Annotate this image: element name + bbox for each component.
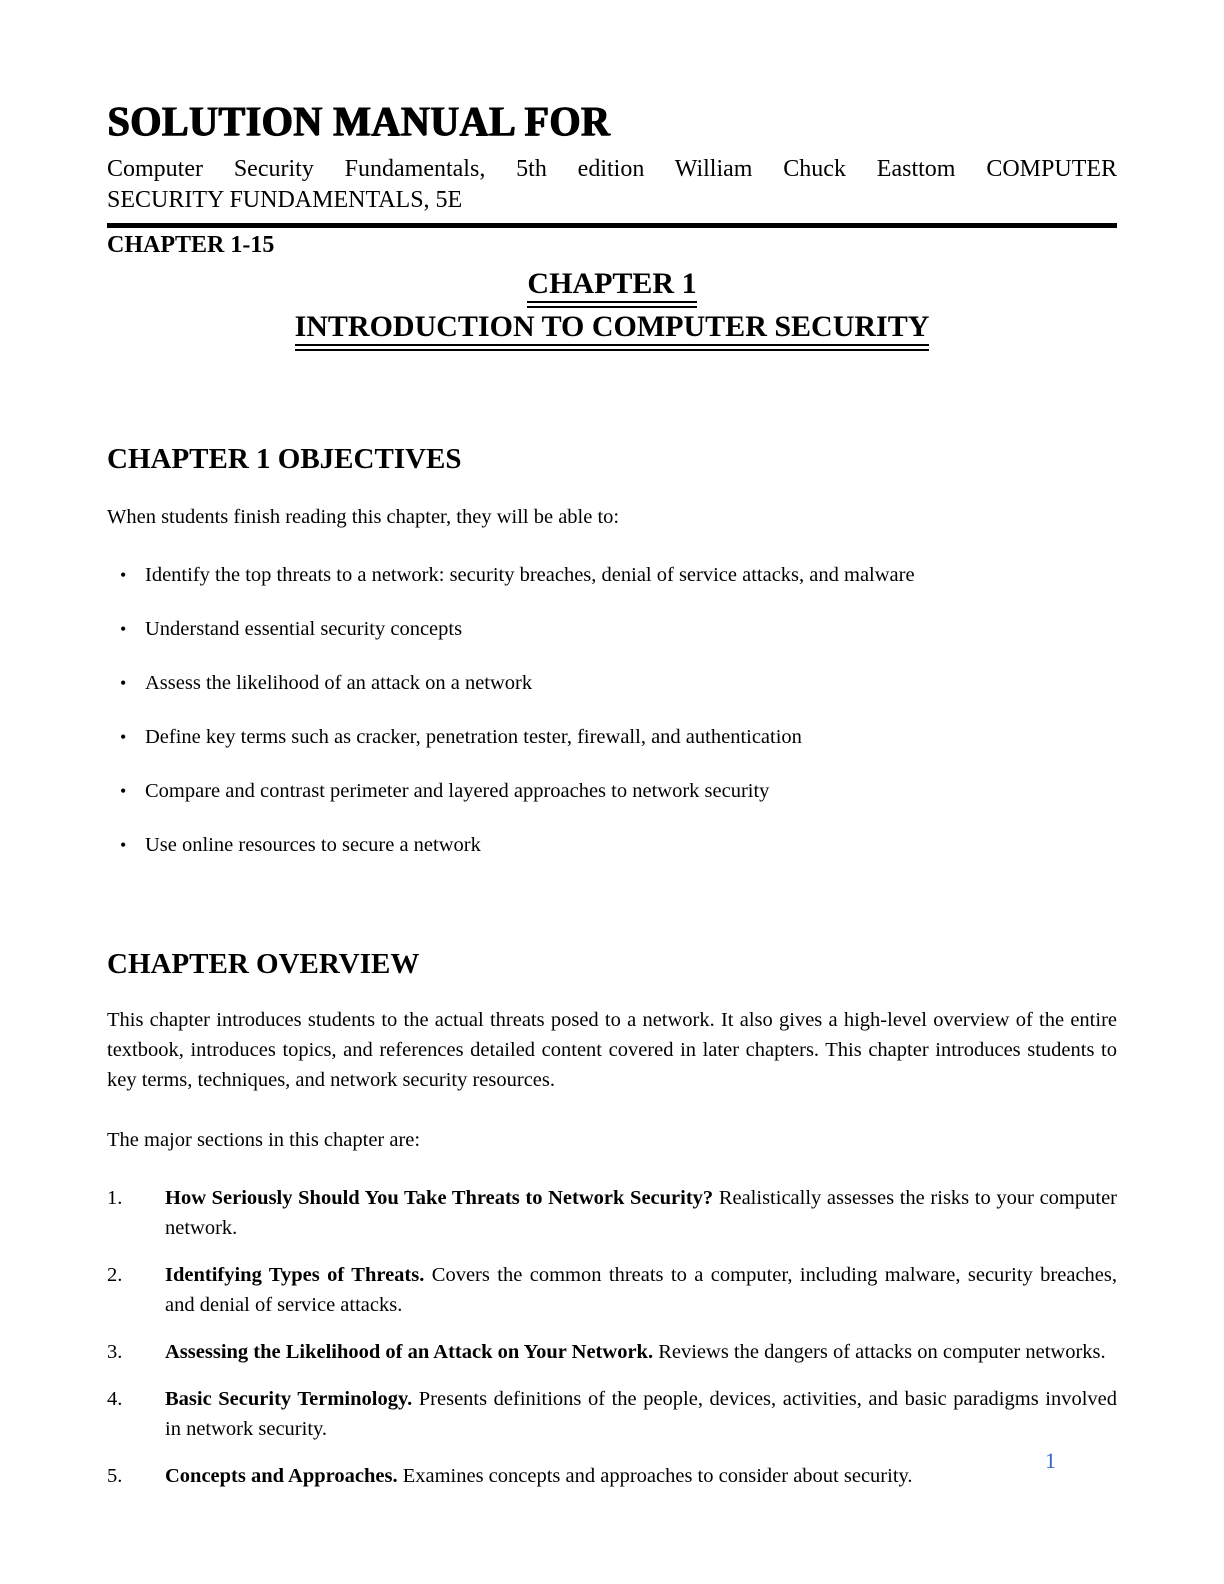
objective-text: Understand essential security concepts [145, 618, 463, 640]
objectives-section [107, 443, 1117, 860]
sections-intro: The major sections in this chapter are: [107, 1129, 421, 1151]
section-title: Assessing the Likelihood of an Attack on Your Network. [165, 1341, 654, 1363]
item-number: 2. [107, 1264, 123, 1286]
list-item [107, 560, 1117, 590]
book-subtitle-line1 [107, 154, 1117, 185]
list-item [107, 1461, 1117, 1491]
list-item [107, 1260, 1117, 1320]
list-item [107, 722, 1117, 752]
document-header [107, 97, 1118, 259]
item-number: 3. [107, 1341, 123, 1363]
overview-section [107, 948, 1117, 1491]
header-divider [107, 223, 1117, 228]
item-number: 1. [107, 1187, 123, 1209]
objectives-heading: CHAPTER 1 OBJECTIVES [107, 443, 462, 475]
section-title: Identifying Types of Threats. [165, 1264, 425, 1286]
objective-text: Define key terms such as cracker, penetration tester, firewall, and authentication [145, 726, 802, 748]
bullet-icon: • [120, 835, 127, 855]
bullet-icon: • [120, 565, 127, 585]
book-subtitle [107, 154, 1117, 216]
section-title: How Seriously Should You Take Threats to Network Security? [165, 1187, 714, 1209]
overview-heading: CHAPTER OVERVIEW [107, 948, 420, 980]
chapter-range: CHAPTER 1-15 [107, 232, 275, 258]
bullet-icon: • [120, 619, 127, 639]
objective-text: Compare and contrast perimeter and layered approaches to network security [145, 780, 770, 802]
section-description: Examines concepts and approaches to consider about security. [402, 1465, 913, 1487]
book-subtitle-line2: SECURITY FUNDAMENTALS, 5E [107, 187, 463, 213]
section-description: Realistically assesses the risks to your computer network. [165, 1187, 1117, 1239]
list-item [107, 668, 1117, 698]
list-item [107, 614, 1117, 644]
list-item [107, 1337, 1117, 1367]
overview-paragraph: This chapter introduces students to the actual threats posed to a network. It also gives a high-level overview of the entire textbook, introduces topics, and references detailed content covered in later chapters. This chapter introduces students to key terms, techniques, and network security resources. [107, 1009, 1117, 1091]
bullet-icon: • [120, 727, 127, 747]
item-body [165, 1461, 1117, 1491]
item-body [165, 1183, 1117, 1243]
objectives-list [107, 560, 1117, 860]
section-title: Concepts and Approaches. [165, 1465, 398, 1487]
item-body [165, 1384, 1117, 1444]
list-item [107, 830, 1117, 860]
book-subtitle-caps: COMPUTER [986, 156, 1118, 182]
major-sections-list [107, 1183, 1117, 1491]
item-number: 4. [107, 1388, 123, 1410]
section-description: Covers the common threats to a computer, including malware, security breaches, and denial of service attacks. [165, 1264, 1118, 1316]
objective-text: Assess the likelihood of an attack on a network [145, 672, 533, 694]
bullet-icon: • [120, 781, 127, 801]
manual-title: SOLUTION MANUAL FOR [107, 97, 610, 145]
objective-text: Use online resources to secure a network [145, 834, 481, 856]
objectives-intro: When students finish reading this chapter, they will be able to: [107, 506, 620, 528]
item-number: 5. [107, 1465, 123, 1487]
list-item [107, 1183, 1117, 1243]
list-item [107, 1384, 1117, 1444]
list-item [107, 776, 1117, 806]
objective-text: Identify the top threats to a network: security breaches, denial of service attacks, and malware [145, 564, 915, 586]
bullet-icon: • [120, 673, 127, 693]
chapter-title-line2: INTRODUCTION TO COMPUTER SECURITY [107, 310, 1117, 351]
chapter-title [107, 267, 1117, 351]
item-body [165, 1337, 1117, 1367]
section-description: Presents definitions of the people, devices, activities, and basic paradigms involved in network security. [165, 1388, 1117, 1440]
section-description: Reviews the dangers of attacks on computer networks. [658, 1341, 1106, 1363]
book-subtitle-normal: Computer Security Fundamentals, 5th edition William Chuck Easttom [107, 156, 956, 182]
page-number: 1 [1045, 1448, 1056, 1473]
section-title: Basic Security Terminology. [165, 1388, 413, 1410]
chapter-title-line1: CHAPTER 1 [107, 267, 1117, 308]
item-body [165, 1260, 1117, 1320]
